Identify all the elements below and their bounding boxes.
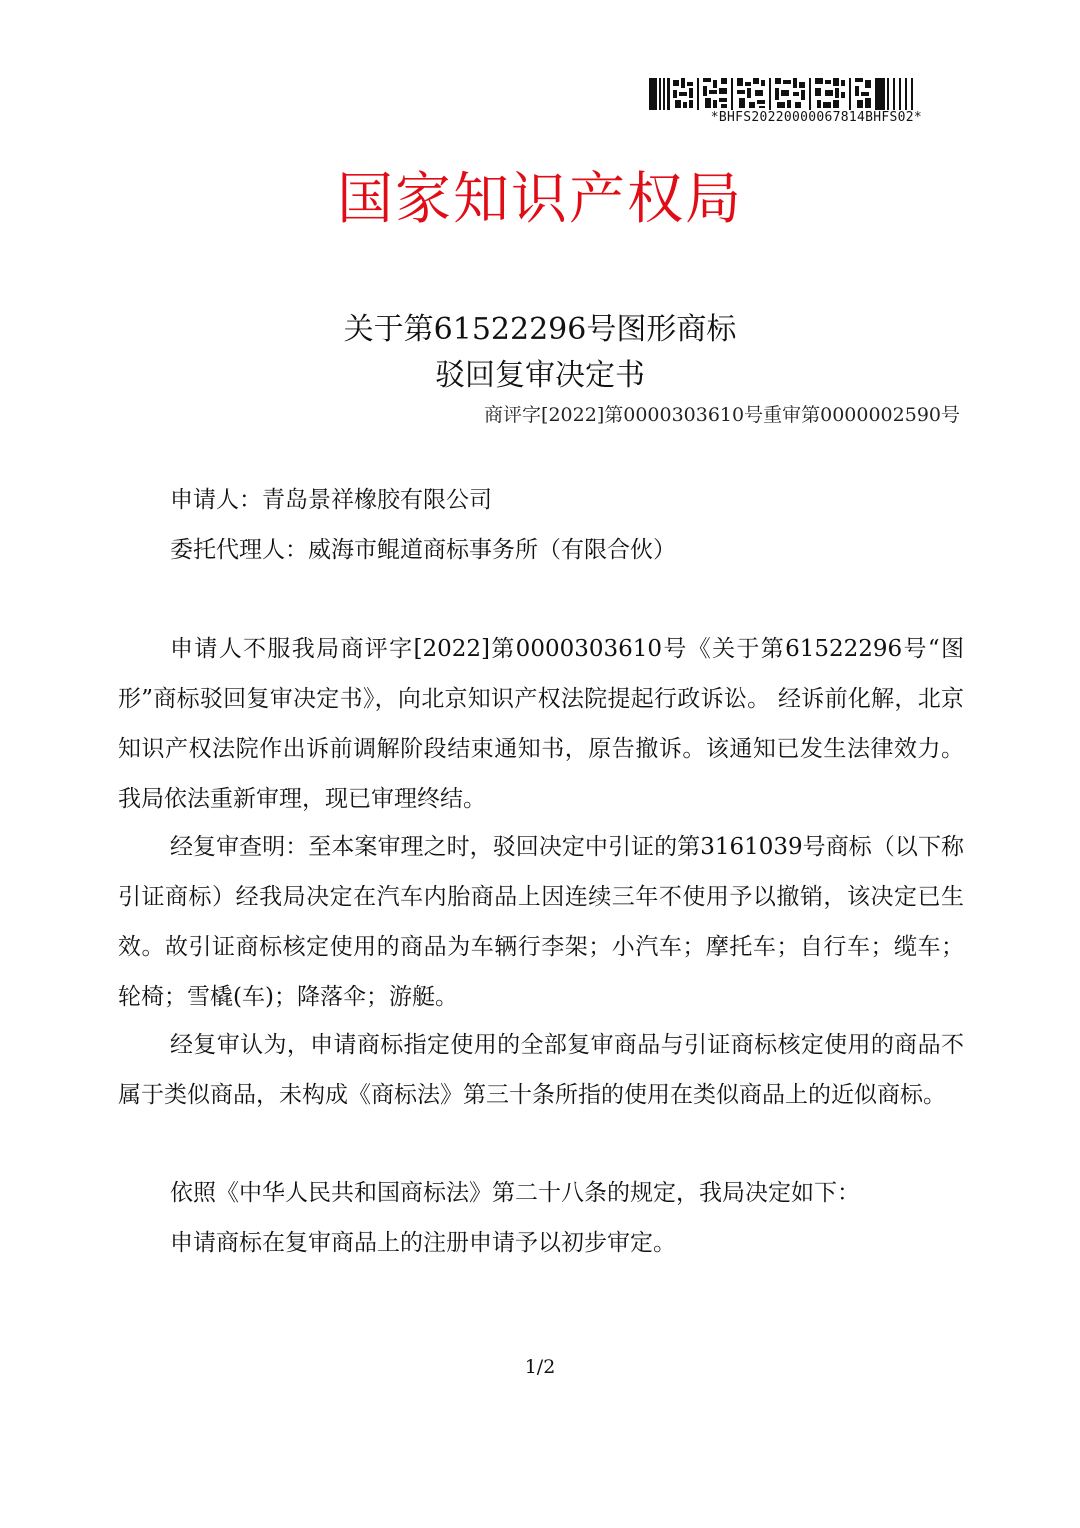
barcode-image (649, 78, 919, 110)
body-paragraph-3: 经复审认为，申请商标指定使用的全部复审商品与引证商标核定使用的商品不属于类似商品，未构成《商标法》第三十条所指的使用在类似商品上的近似商标。 (118, 1032, 964, 1108)
barcode-number: *BHFS20220000067814BHFS02* (710, 110, 922, 125)
body-paragraph-1: 申请人不服我局商评字[2022]第0000303610号《关于第61522296号“图形”商标驳回复审决定书》，向北京知识产权法院提起行政诉讼。 经诉前化解，北京知识产权法院作出诉前调解阶段结束通知书，原告撤诉。该通知已发生法律效力。我局依法重新审理，现已审理终结。 (118, 636, 964, 812)
body-paragraph-4: 依照《中华人民共和国商标法》第二十八条的规定，我局决定如下： (170, 1180, 860, 1206)
document-title-line2: 驳回复审决定书 (435, 358, 645, 393)
body-paragraph-2: 经复审查明：至本案审理之时，驳回决定中引证的第3161039号商标（以下称引证商标）经我局决定在汽车内胎商品上因连续三年不使用予以撤销，该决定已生效。故引证商标核定使用的商品为车辆行李架；小汽车；摩托车；自行车；缆车；轮椅；雪橇(车)；降落伞；游艇。 (118, 834, 964, 1010)
document-title-line1: 关于第61522296号图形商标 (343, 312, 737, 347)
reference-number: 商评字[2022]第0000303610号重审第0000002590号 (484, 404, 960, 426)
office-name-header: 国家知识产权局 (337, 167, 743, 232)
body-paragraph-5: 申请商标在复审商品上的注册申请予以初步审定。 (170, 1230, 676, 1256)
agent-line: 委托代理人：威海市鲲道商标事务所（有限合伙） (170, 537, 676, 563)
applicant-line: 申请人：青岛景祥橡胶有限公司 (170, 487, 492, 513)
page-number: 1/2 (524, 1356, 556, 1378)
